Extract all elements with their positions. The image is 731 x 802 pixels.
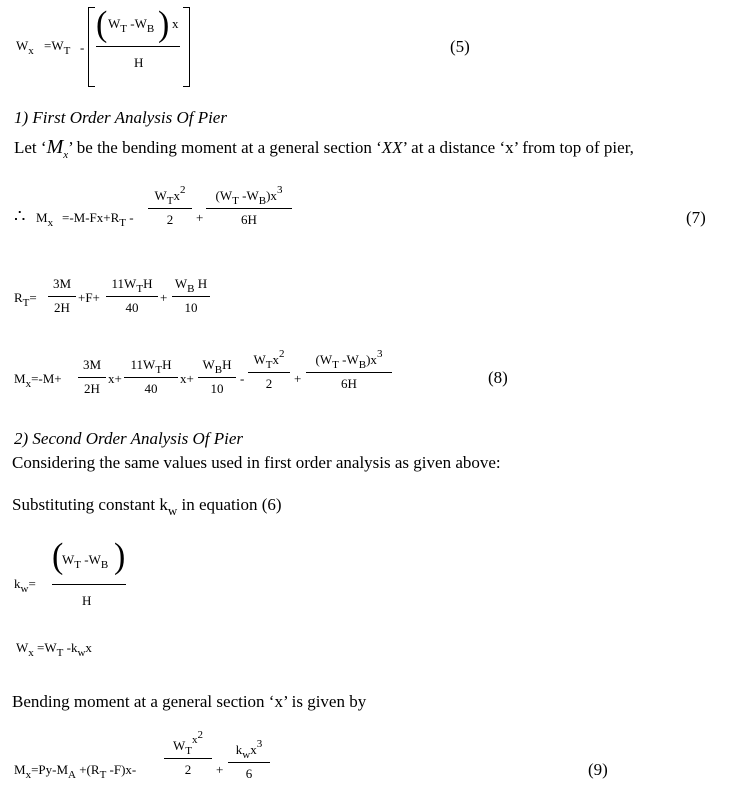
eq5-denominator: H [134, 55, 144, 70]
bending-moment-text: Bending moment at a general section ‘x’ is given by [12, 692, 367, 711]
eq8-fraction-5: ($W_T$ $-W_B)x^3$ 6H [306, 352, 392, 392]
eq7-plus: + [196, 210, 204, 225]
eq8-fraction-2: $11W_TH$ 40 [124, 357, 178, 397]
eq7-lhs: $M_x$ [36, 210, 54, 229]
eq8-lhs: $M_x=-M+$ [14, 371, 62, 390]
eq5-minus: - [80, 40, 85, 55]
section2-line-1: Considering the same values used in first order analysis as given above: [12, 453, 501, 472]
eq7-rhs: $=-M-Fx+R_T$ - [62, 210, 134, 229]
rt-plus: + [160, 290, 168, 305]
eq5-num-tail: x [172, 16, 179, 31]
therefore-symbol: ∴ [14, 206, 26, 226]
section-heading-2: 2) Second Order Analysis Of Pier [14, 429, 243, 448]
fraction-bar [96, 46, 180, 47]
right-paren: ) [158, 5, 170, 44]
rt-fraction-1: 3M 2H [48, 276, 76, 316]
eq9-plus: + [216, 762, 224, 777]
section2-line-2: Substituting constant $k_w$ in equation (6) [12, 495, 282, 518]
eq9-fraction-2: $k_wx^3$ 6 [228, 742, 270, 782]
eq8-fraction-4: $W_Tx^2$ 2 [248, 352, 290, 392]
rt-fraction-3: $W_B$ H 10 [172, 276, 210, 316]
eq8-term-1: x+ [108, 371, 122, 386]
section-heading-1: 1) First Order Analysis Of Pier [14, 108, 227, 127]
kw-denominator: H [82, 593, 92, 608]
eq8-fraction-1: 3M 2H [78, 357, 106, 397]
eq8-term-2: x+ [180, 371, 194, 386]
eq9-lhs: $M_x=Py-M_A +(R_T$ -F)x- [14, 762, 137, 781]
rt-lhs: $R_T=$ [14, 290, 37, 309]
right-bracket [183, 7, 190, 87]
fraction-bar [52, 584, 126, 585]
left-bracket [88, 7, 95, 87]
eq9-fraction-1: $W_T^{x2}$ 2 [164, 738, 212, 778]
eq5-rhs: $=W_T$ [44, 38, 71, 57]
section1-text: Let ‘$M_x$’ be the bending moment at a general section ‘XX’ at a distance ‘x’ from top of pier, [14, 136, 634, 161]
eq7-fraction-1: $W_Tx^2$ 2 [148, 188, 192, 228]
equation-number: (8) [488, 368, 508, 387]
kw-numerator: $W_T$ $-W_B$ [62, 552, 109, 571]
rt-fraction-2: $11W_TH$ 40 [106, 276, 158, 316]
left-paren: ( [52, 537, 64, 576]
rt-mid: +F+ [78, 290, 100, 305]
wx-equation: $W_x =W_T$ $-k_wx$ [16, 640, 92, 659]
eq7-fraction-2: ($W_T$ $-W_B)x^3$ 6H [206, 188, 292, 228]
equation-number: (7) [686, 208, 706, 227]
eq5-lhs: $W_x$ [16, 38, 34, 57]
equation-number: (9) [588, 760, 608, 779]
eq8-term-3: - [240, 371, 245, 386]
right-paren: ) [114, 537, 126, 576]
eq5-numerator: $W_T$ $-W_B$ [108, 16, 155, 35]
equation-number: (5) [450, 37, 470, 56]
eq8-term-4: + [294, 371, 302, 386]
left-paren: ( [96, 5, 108, 44]
kw-lhs: $k_w=$ [14, 576, 36, 595]
eq8-fraction-3: $W_BH$ 10 [198, 357, 236, 397]
